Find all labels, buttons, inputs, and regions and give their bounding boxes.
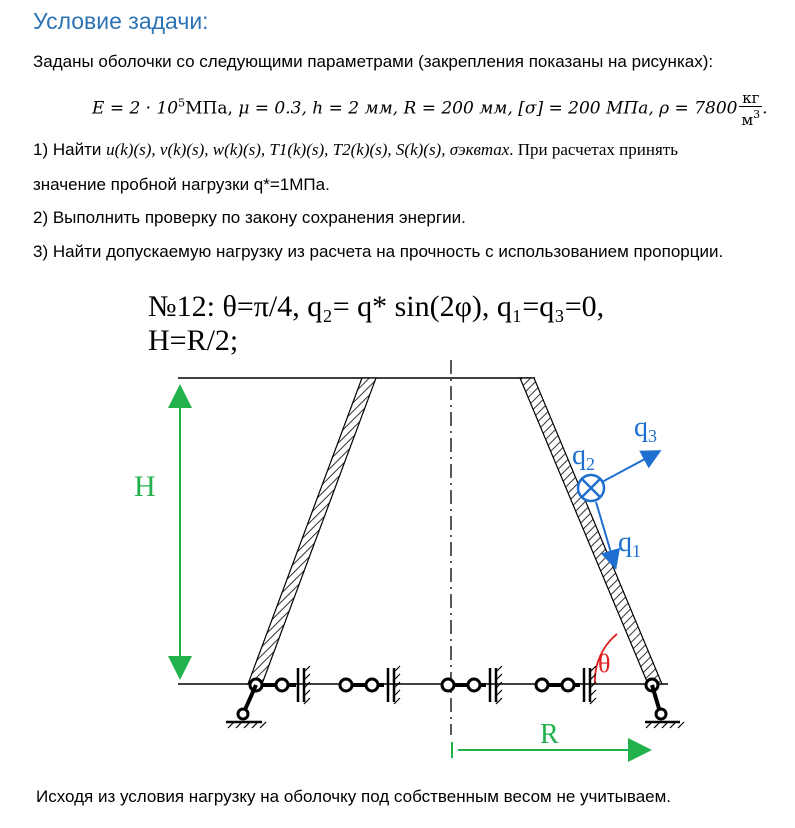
- label-theta: θ: [598, 649, 611, 678]
- task1-line2: значение пробной нагрузки q*=1МПа.: [33, 175, 330, 194]
- param-h: h = 2 мм,: [312, 98, 399, 119]
- left-shell-wall: [248, 378, 376, 684]
- task1-suffix: . При расчетах принять: [509, 140, 678, 159]
- param-E-unit: МПа,: [185, 98, 233, 119]
- param-E: E = 2 · 10: [92, 98, 179, 119]
- left-pin-support: [226, 685, 266, 728]
- rho-den: м: [741, 111, 754, 129]
- param-mu: μ = 0.3,: [238, 98, 307, 119]
- intro-text: Заданы оболочки со следующими параметрами (закрепления показаны на рисунках):: [33, 52, 714, 71]
- param-rho: ρ = 7800: [659, 98, 738, 119]
- param-E-exp: 5: [178, 96, 186, 110]
- rho-den-exp: 3: [753, 108, 761, 121]
- task1-prefix: 1) Найти: [33, 140, 102, 159]
- label-q1: $q_1$: [618, 527, 641, 561]
- base-hinges: [250, 679, 658, 691]
- label-R: R: [540, 719, 559, 750]
- problem-line2: H=R/2;: [148, 324, 239, 357]
- label-H: H: [134, 470, 156, 503]
- task1-functions: u(k)(s), v(k)(s), w(k)(s), T1(k)(s), T2(k)(s), S(k)(s), σэквmax: [106, 140, 510, 159]
- task3: 3) Найти допускаемую нагрузку из расчета на прочность с использованием пропорции.: [33, 242, 724, 261]
- heading: Условие задачи:: [33, 8, 209, 34]
- rho-num: кг: [739, 90, 762, 107]
- q3-arrow: [602, 452, 658, 482]
- footer-note: Исходя из условия нагрузку на оболочку под собственным весом не учитываем.: [36, 787, 672, 806]
- problem-line1: №12: θ=π/4, q₂= q* sin(2φ), q₁=q₃=0,: [148, 290, 605, 323]
- params-end: .: [762, 98, 768, 119]
- param-sigma: [σ] = 200 МПа,: [518, 98, 654, 119]
- label-q2: $q_2$: [572, 440, 595, 474]
- param-R: R = 200 мм,: [403, 98, 513, 119]
- label-q3: $q_3$: [634, 412, 657, 446]
- task2: 2) Выполнить проверку по закону сохранения энергии.: [33, 208, 466, 227]
